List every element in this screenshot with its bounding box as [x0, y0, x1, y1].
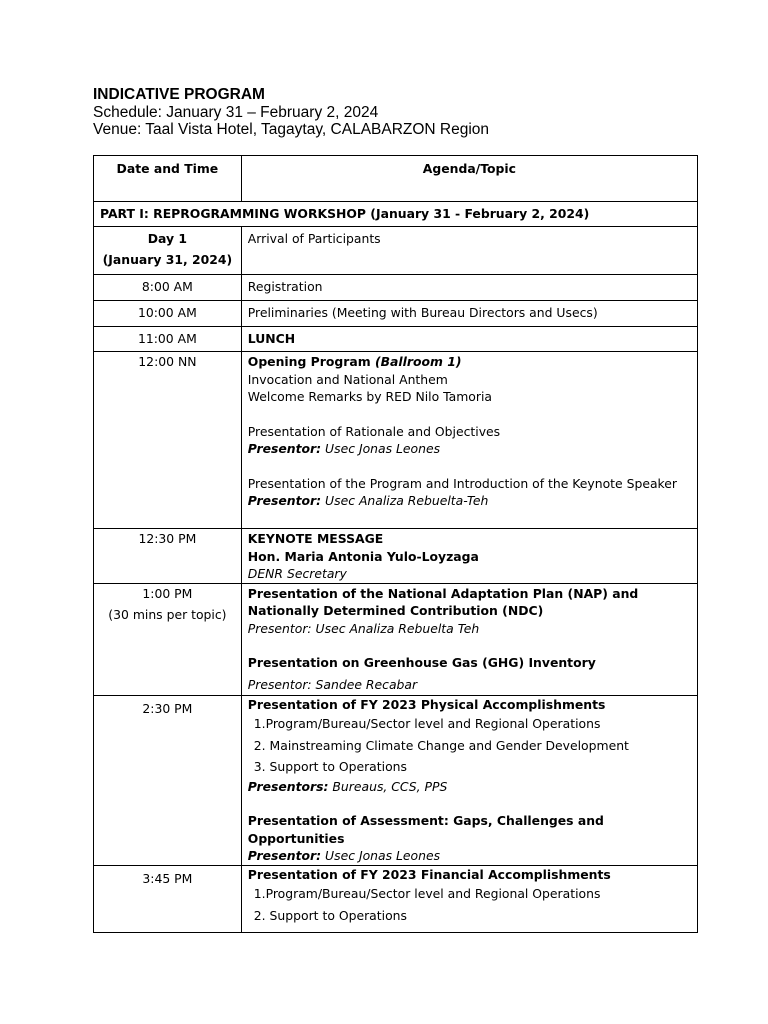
table-row: [94, 529, 698, 584]
presentors-label: Presentors:: [247, 778, 329, 794]
table-header-row: [94, 156, 698, 202]
day-date: (January 31, 2024): [102, 251, 233, 267]
opening-program: Opening Program: [247, 354, 375, 369]
nap-presentor: Presentor: Usec Analiza Rebuelta Teh: [247, 620, 480, 636]
table-row: [94, 327, 698, 352]
time-cell: 8:00 AM: [94, 275, 242, 301]
time-cell: 12:00 NN: [94, 352, 242, 529]
assessment-topic: Presentation of Assessment: Gaps, Challenges and Opportunities: [247, 813, 604, 846]
agenda-cell: Preliminaries (Meeting with Bureau Directors and Usecs): [241, 301, 697, 327]
list-item: 1.Program/Bureau/Sector level and Regional Operations: [253, 886, 601, 901]
program-table: [93, 155, 698, 933]
opening-venue: (Ballroom 1): [374, 354, 462, 369]
agenda-cell: [241, 352, 697, 529]
time-note: (30 mins per topic): [108, 607, 227, 622]
day-label: Day 1: [147, 231, 188, 246]
agenda-cell: LUNCH: [241, 327, 697, 352]
schedule-line: Schedule: January 31 – February 2, 2024: [93, 104, 379, 121]
presentor-label: Presentor:: [247, 848, 322, 863]
table-row: [94, 301, 698, 327]
time-cell: 12:30 PM: [94, 529, 242, 584]
table-row: [94, 352, 698, 529]
venue-line: Venue: Taal Vista Hotel, Tagaytay, CALABARZON Region: [93, 121, 490, 138]
list-item: 1.Program/Bureau/Sector level and Regional Operations: [253, 716, 601, 731]
table-row: [94, 227, 698, 275]
table-row: [94, 695, 698, 865]
presentor-label: Presentor:: [247, 493, 322, 508]
time-cell: [94, 227, 242, 275]
program-topic: Presentation of the Program and Introduction of the Keynote Speaker: [247, 475, 677, 491]
presentor-label: Presentor:: [247, 441, 322, 456]
financial-topic: Presentation of FY 2023 Financial Accomplishments: [247, 866, 611, 882]
agenda-cell: [241, 695, 697, 865]
agenda-cell: [241, 529, 697, 584]
part1-label: PART I: REPROGRAMMING WORKSHOP (January 31 - February 2, 2024): [94, 202, 698, 227]
keynote-speaker: Hon. Maria Antonia Yulo-Loyzaga: [247, 548, 479, 564]
time-cell: [94, 583, 242, 695]
agenda-cell: Registration: [241, 275, 697, 301]
physical-topic: Presentation of FY 2023 Physical Accomplishments: [247, 696, 606, 712]
nap-topic: Presentation of the National Adaptation Plan (NAP) and Nationally Determined Contribution (NDC): [247, 585, 639, 618]
rationale-topic: Presentation of Rationale and Objectives: [247, 423, 501, 439]
invocation: Invocation and National Anthem: [247, 371, 448, 387]
keynote-title: KEYNOTE MESSAGE: [247, 531, 384, 546]
program-presentor-line: [248, 492, 691, 510]
list-item: 2. Support to Operations: [253, 907, 407, 923]
opening-program-line: [248, 353, 691, 371]
time-cell: 10:00 AM: [94, 301, 242, 327]
table-row: [94, 865, 698, 932]
table-row: [94, 583, 698, 695]
time-cell: 3:45 PM: [94, 865, 242, 932]
time-cell: 2:30 PM: [94, 695, 242, 865]
program-presentor: Usec Analiza Rebuelta-Teh: [321, 493, 489, 508]
part-row: [94, 202, 698, 227]
document-header: [93, 86, 489, 138]
col-date-time-header: Date and Time: [94, 156, 242, 202]
agenda-cell: [241, 865, 697, 932]
keynote-position: DENR Secretary: [247, 566, 347, 581]
rationale-presentor-line: [248, 440, 691, 458]
time-cell: 11:00 AM: [94, 327, 242, 352]
physical-presentors-line: [248, 778, 691, 796]
program-title: INDICATIVE PROGRAM: [93, 86, 265, 103]
ghg-topic: Presentation on Greenhouse Gas (GHG) Inventory: [247, 655, 596, 670]
welcome-remarks: Welcome Remarks by RED Nilo Tamoria: [247, 389, 493, 404]
ghg-presentor: Presentor: Sandee Recabar: [247, 676, 418, 692]
list-item: 3. Support to Operations: [253, 759, 407, 774]
list-item: 2. Mainstreaming Climate Change and Gender Development: [253, 737, 629, 753]
time-label: 1:00 PM: [142, 585, 193, 601]
assessment-presentor: Usec Jonas Leones: [321, 848, 441, 863]
assessment-presentor-line: [248, 847, 691, 865]
rationale-presentor: Usec Jonas Leones: [321, 441, 441, 456]
table-row: [94, 275, 698, 301]
physical-presentors: Bureaus, CCS, PPS: [328, 778, 448, 794]
agenda-cell: [241, 583, 697, 695]
col-agenda-header: Agenda/Topic: [241, 156, 697, 202]
agenda-cell: Arrival of Participants: [241, 227, 697, 275]
